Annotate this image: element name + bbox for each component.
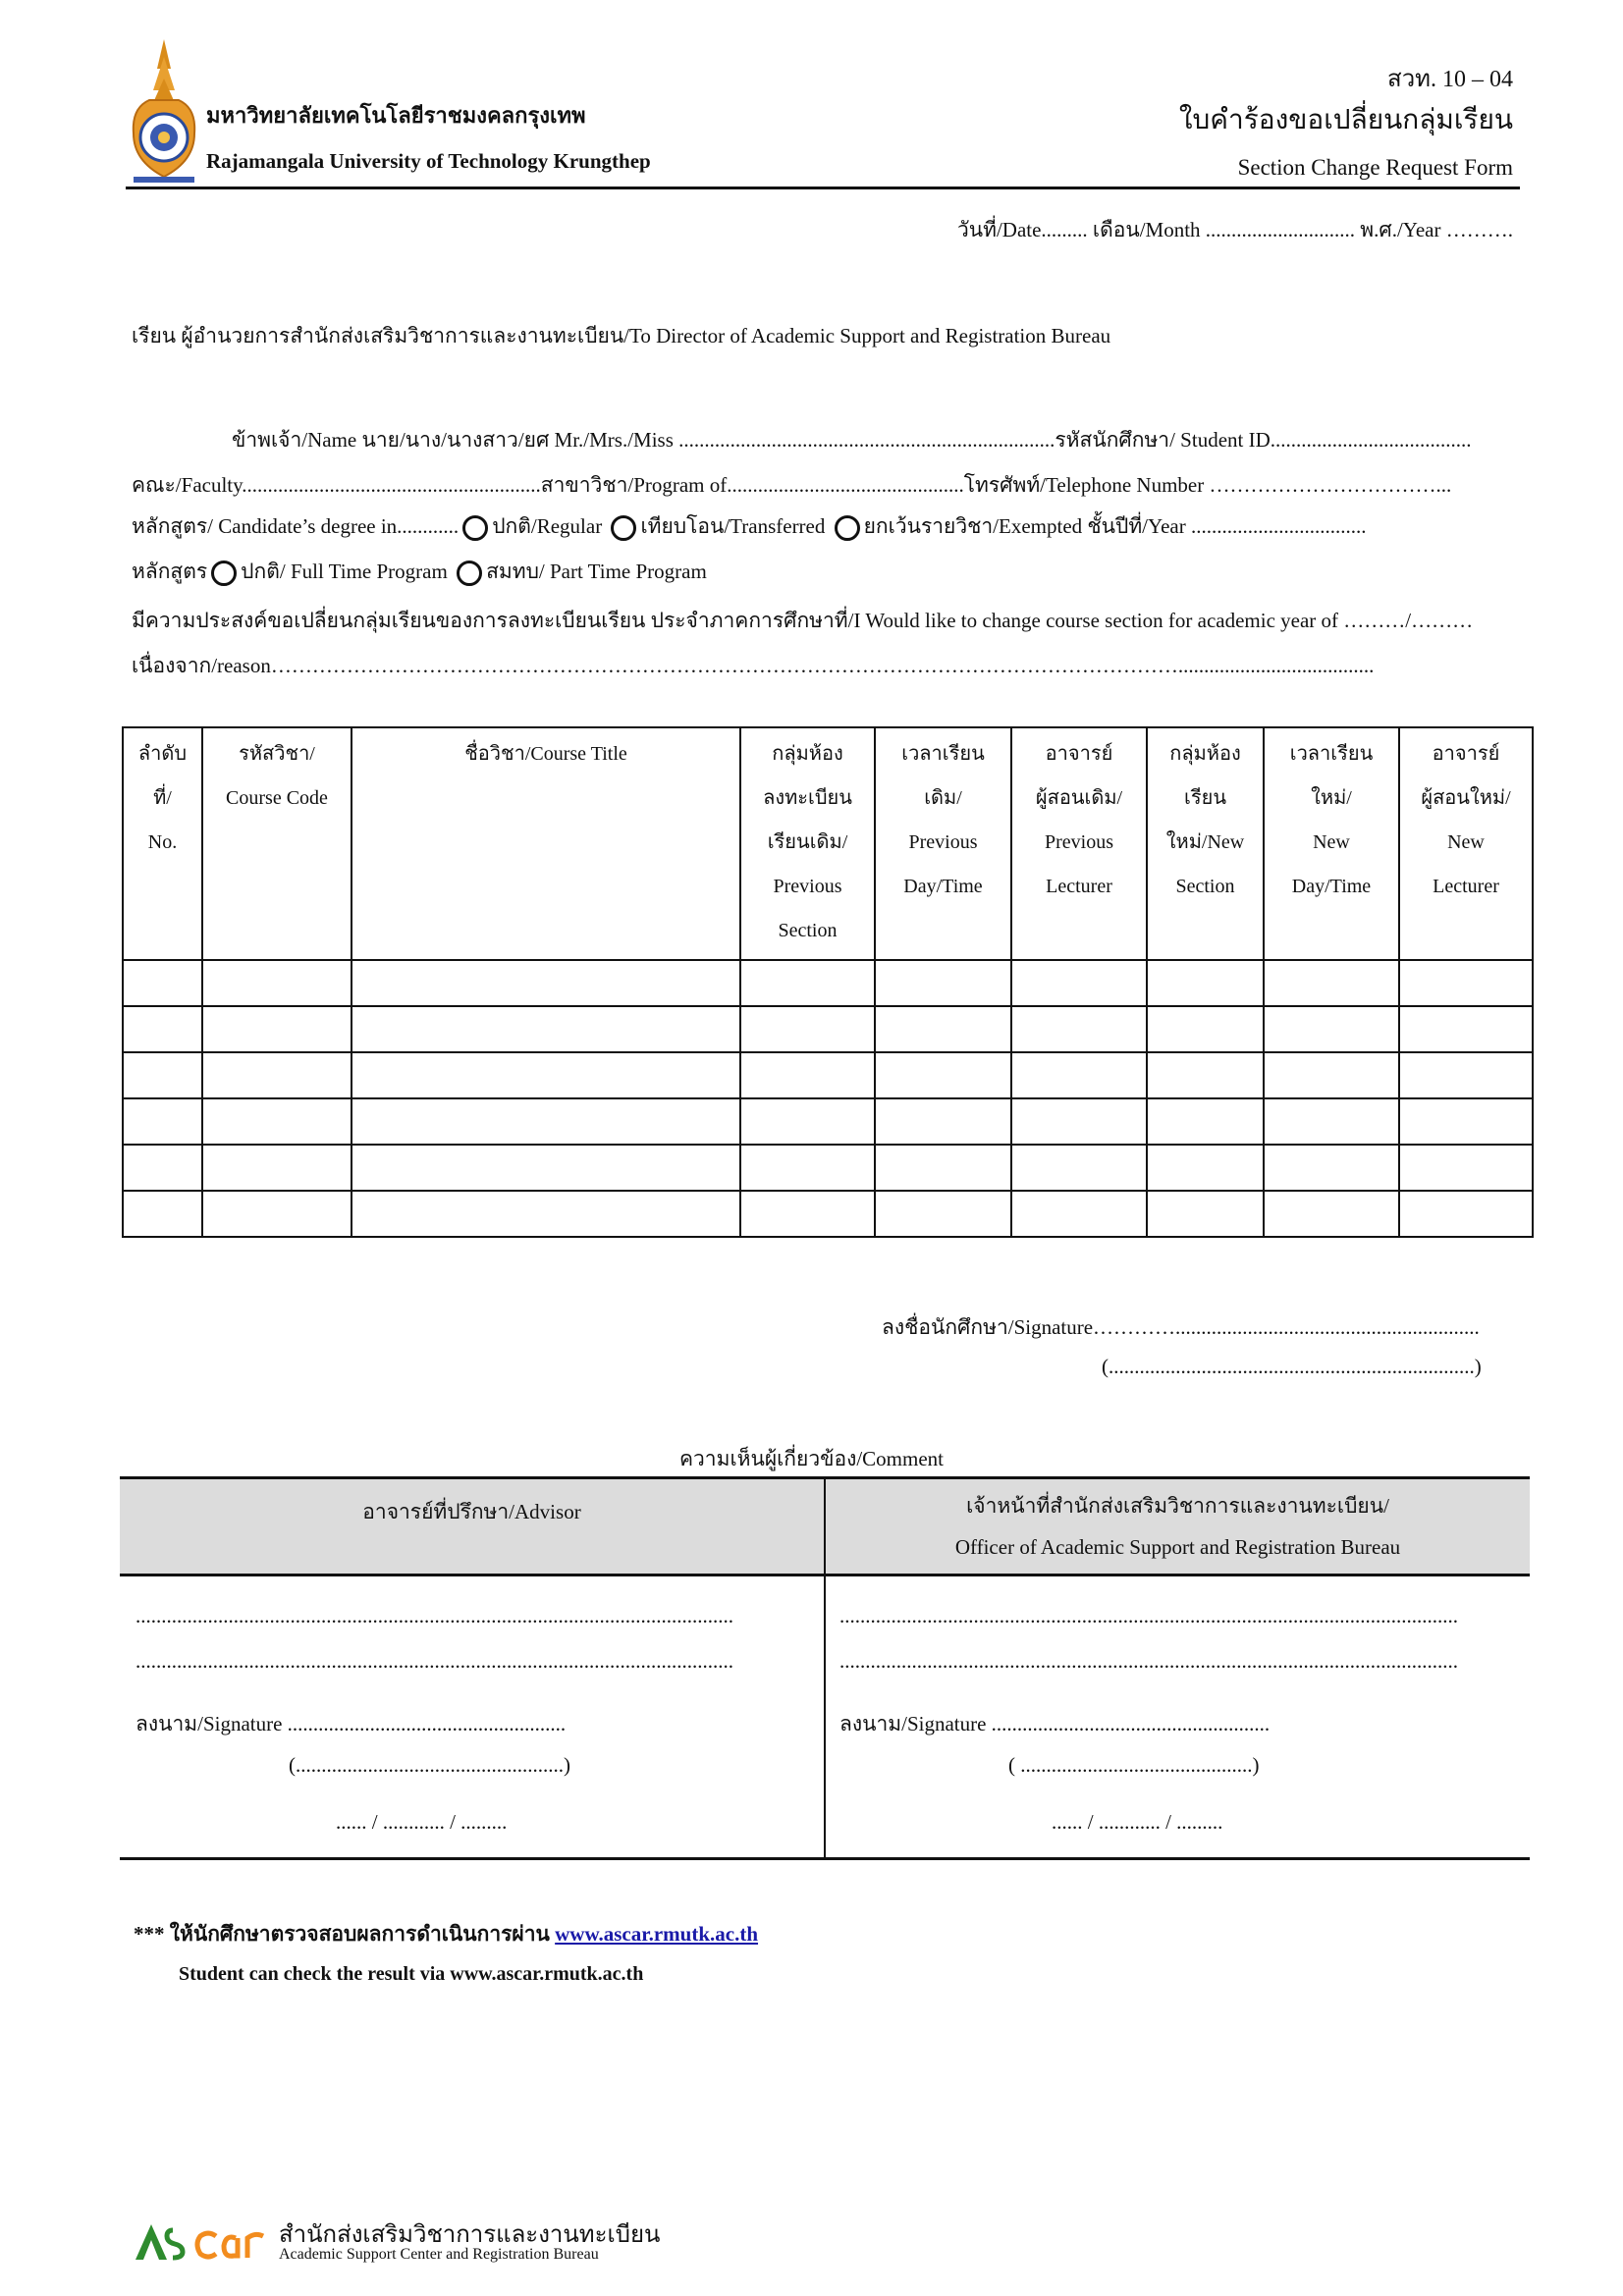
- name-field[interactable]: ข้าพเจ้า/Name นาย/นาง/นางสาว/ยศ Mr./Mrs./Miss .........................................................................รหัสนักศึกษา/ Student ID.......................................: [232, 428, 1472, 452]
- radio-exempted[interactable]: [835, 515, 860, 541]
- result-note-english: Student can check the result via www.ascar.rmutk.ac.th: [179, 1963, 644, 1985]
- table-cell[interactable]: [1011, 1191, 1147, 1237]
- column-header-line: Course Code: [226, 787, 328, 809]
- reason-field[interactable]: เนื่องจาก/reason……………………………………………………………………………………………………………………......................................: [132, 654, 1375, 677]
- column-header-line: กลุ่มห้อง: [772, 743, 843, 765]
- table-cell[interactable]: [875, 960, 1011, 1006]
- table-cell[interactable]: [1011, 960, 1147, 1006]
- column-header: [202, 727, 352, 960]
- radio-full-time[interactable]: [211, 561, 237, 586]
- table-row: [123, 1052, 1533, 1098]
- column-header-line: New: [1313, 831, 1350, 853]
- table-cell[interactable]: [123, 1006, 202, 1052]
- table-cell[interactable]: [740, 1191, 875, 1237]
- comment-title: ความเห็นผู้เกี่ยวข้อง/Comment: [678, 1447, 945, 1470]
- form-title-thai: ใบคำร้องขอเปลี่ยนกลุ่มเรียน: [1178, 105, 1513, 135]
- column-header-line: Lecturer: [1046, 876, 1112, 897]
- table-cell[interactable]: [875, 1098, 1011, 1145]
- degree-exempted-label[interactable]: ยกเว้นรายวิชา/Exempted ชั้นปีที่/Year ..................................: [863, 514, 1367, 538]
- column-header-line: ผู้สอนเดิม/: [1035, 787, 1123, 809]
- advisor-date-field[interactable]: ...... / ............ / .........: [336, 1810, 508, 1834]
- table-cell[interactable]: [740, 960, 875, 1006]
- column-header-line: No.: [147, 831, 178, 853]
- column-header-line: Section: [1175, 876, 1235, 897]
- table-cell[interactable]: [1399, 1098, 1533, 1145]
- date-field[interactable]: วันที่/Date......... เดือน/Month ............................. พ.ศ./Year ……….: [956, 218, 1513, 241]
- student-name-parenthesis[interactable]: (.......................................................................): [1102, 1355, 1482, 1378]
- table-cell[interactable]: [740, 1006, 875, 1052]
- advisor-comment-line-2[interactable]: ....................................................................................................................: [135, 1649, 733, 1673]
- ascar-logo: [134, 2216, 271, 2266]
- table-cell[interactable]: [1264, 960, 1399, 1006]
- footer-bureau-english: Academic Support Center and Registration Bureau: [279, 2246, 599, 2263]
- radio-part-time[interactable]: [457, 561, 482, 586]
- column-header-line: Previous: [773, 876, 842, 897]
- degree-row: [132, 510, 1366, 543]
- table-cell[interactable]: [352, 1098, 740, 1145]
- radio-transferred[interactable]: [611, 515, 636, 541]
- advisor-header: อาจารย์ที่ปรึกษา/Advisor: [362, 1500, 581, 1523]
- degree-label[interactable]: หลักสูตร/ Candidate’s degree in............: [132, 514, 460, 538]
- table-cell[interactable]: [202, 1191, 352, 1237]
- column-header-line: ใหม่/: [1311, 787, 1352, 809]
- column-header-line: Section: [778, 920, 838, 941]
- table-cell[interactable]: [352, 1052, 740, 1098]
- column-header-line: ที่/: [153, 787, 172, 809]
- table-cell[interactable]: [352, 1145, 740, 1191]
- column-header-line: อาจารย์: [1432, 743, 1500, 765]
- column-header-line: ผู้สอนใหม่/: [1421, 787, 1511, 809]
- table-row: [123, 960, 1533, 1006]
- form-code: สวท. 10 – 04: [1387, 67, 1513, 92]
- officer-comment-line-2[interactable]: ........................................................................................................................: [839, 1649, 1458, 1673]
- column-header-line: Lecturer: [1433, 876, 1499, 897]
- table-cell[interactable]: [202, 1098, 352, 1145]
- table-cell[interactable]: [123, 1145, 202, 1191]
- officer-comment-line-1[interactable]: ........................................................................................................................: [839, 1604, 1458, 1628]
- column-header-line: กลุ่มห้อง: [1169, 743, 1241, 765]
- officer-date-field[interactable]: ...... / ............ / .........: [1052, 1810, 1223, 1834]
- addressee-line: เรียน ผู้อำนวยการสำนักส่งเสริมวิชาการและงานทะเบียน/To Director of Academic Support and Registration Bureau: [132, 324, 1111, 347]
- officer-header-line-1: เจ้าหน้าที่สำนักส่งเสริมวิชาการและงานทะเบียน/: [966, 1494, 1389, 1518]
- advisor-column: [120, 1476, 824, 1859]
- table-cell[interactable]: [1399, 1006, 1533, 1052]
- request-line[interactable]: มีความประสงค์ขอเปลี่ยนกลุ่มเรียนของการลงทะเบียนเรียน ประจำภาคการศึกษาที่/I Would like to change course section for academic year of ………/………: [132, 609, 1474, 632]
- column-header: [1011, 727, 1147, 960]
- footer-bureau-thai: สำนักส่งเสริมวิชาการและงานทะเบียน: [279, 2222, 661, 2248]
- officer-column: [826, 1476, 1530, 1859]
- table-cell[interactable]: [1011, 1052, 1147, 1098]
- column-header-line: รหัสวิชา/: [239, 743, 315, 765]
- table-cell[interactable]: [1011, 1006, 1147, 1052]
- faculty-field[interactable]: คณะ/Faculty..........................................................สาขาวิชา/Program of..............................................โทรศัพท์/Telephone Number ……………………………...: [132, 473, 1452, 497]
- column-header: [123, 727, 202, 960]
- table-cell[interactable]: [740, 1145, 875, 1191]
- column-header-line: Previous: [1045, 831, 1113, 853]
- table-cell[interactable]: [1399, 1145, 1533, 1191]
- column-header-line: ลำดับ: [137, 743, 188, 765]
- column-header-line: เรียนเดิม/: [767, 831, 848, 853]
- table-cell[interactable]: [202, 1006, 352, 1052]
- table-cell[interactable]: [1147, 1145, 1264, 1191]
- officer-header-line-2: Officer of Academic Support and Registration Bureau: [954, 1535, 1401, 1559]
- comment-table: [120, 1476, 1530, 1859]
- column-header: [740, 727, 875, 960]
- table-cell[interactable]: [1011, 1145, 1147, 1191]
- header-divider: [126, 187, 1520, 189]
- radio-regular[interactable]: [462, 515, 488, 541]
- table-cell[interactable]: [1264, 1191, 1399, 1237]
- table-cell[interactable]: [123, 960, 202, 1006]
- result-note-thai: [134, 1918, 758, 1950]
- result-website-link[interactable]: www.ascar.rmutk.ac.th: [555, 1922, 759, 1946]
- table-body: [123, 960, 1533, 1237]
- column-header-line: ใหม่/New: [1165, 831, 1245, 853]
- table-cell[interactable]: [1147, 1006, 1264, 1052]
- column-header-line: ชื่อวิชา/Course Title: [464, 743, 627, 765]
- table-row: [123, 1098, 1533, 1145]
- column-header-line: Day/Time: [903, 876, 983, 897]
- column-header-line: Day/Time: [1291, 876, 1372, 897]
- table-cell[interactable]: [1264, 1052, 1399, 1098]
- column-header-line: เวลาเรียน: [901, 743, 985, 765]
- degree-transferred-label: เทียบโอน/Transferred: [640, 514, 826, 538]
- program-full-label: ปกติ/ Full Time Program: [241, 560, 448, 583]
- column-header: [1264, 727, 1399, 960]
- table-cell[interactable]: [875, 1145, 1011, 1191]
- advisor-signature-field[interactable]: ลงนาม/Signature ......................................................: [135, 1712, 567, 1735]
- table-cell[interactable]: [352, 960, 740, 1006]
- result-note-prefix: *** ให้นักศึกษาตรวจสอบผลการดำเนินการผ่าน: [134, 1922, 550, 1946]
- table-cell[interactable]: [875, 1191, 1011, 1237]
- column-header-line: New: [1447, 831, 1485, 853]
- program-row: [132, 556, 707, 588]
- table-cell[interactable]: [1264, 1145, 1399, 1191]
- table-cell[interactable]: [1399, 960, 1533, 1006]
- advisor-comment-line-1[interactable]: ....................................................................................................................: [135, 1604, 733, 1628]
- table-cell[interactable]: [1399, 1191, 1533, 1237]
- table-cell[interactable]: [352, 1006, 740, 1052]
- table-cell[interactable]: [352, 1191, 740, 1237]
- table-cell[interactable]: [1011, 1098, 1147, 1145]
- column-header-line: เดิม/: [924, 787, 962, 809]
- table-cell[interactable]: [1147, 960, 1264, 1006]
- table-row: [123, 1191, 1533, 1237]
- university-logo: [126, 39, 202, 185]
- table-cell[interactable]: [1264, 1006, 1399, 1052]
- student-signature-field[interactable]: ลงชื่อนักศึกษา/Signature…………...........................................................: [882, 1315, 1480, 1339]
- table-cell[interactable]: [202, 1145, 352, 1191]
- column-header: [1147, 727, 1264, 960]
- column-header-line: เวลาเรียน: [1289, 743, 1374, 765]
- table-row: [123, 1006, 1533, 1052]
- column-header-line: อาจารย์: [1045, 743, 1113, 765]
- column-header: [875, 727, 1011, 960]
- column-header: [352, 727, 740, 960]
- degree-regular-label: ปกติ/Regular: [492, 514, 603, 538]
- table-row: [123, 1145, 1533, 1191]
- officer-name-parenthesis[interactable]: ( .............................................): [1008, 1753, 1260, 1777]
- table-cell[interactable]: [875, 1006, 1011, 1052]
- table-cell[interactable]: [875, 1052, 1011, 1098]
- university-name-thai: มหาวิทยาลัยเทคโนโลยีราชมงคลกรุงเทพ: [206, 103, 586, 128]
- table-cell[interactable]: [1147, 1052, 1264, 1098]
- advisor-name-parenthesis[interactable]: (....................................................): [289, 1753, 570, 1777]
- table-cell[interactable]: [1147, 1191, 1264, 1237]
- table-cell[interactable]: [740, 1052, 875, 1098]
- table-cell[interactable]: [1147, 1098, 1264, 1145]
- column-header-line: Previous: [908, 831, 978, 853]
- table-cell[interactable]: [123, 1052, 202, 1098]
- university-name-english: Rajamangala University of Technology Krungthep: [206, 149, 651, 173]
- program-part-label: สมทบ/ Part Time Program: [486, 560, 707, 583]
- column-header-line: เรียน: [1184, 787, 1226, 809]
- table-cell[interactable]: [1399, 1052, 1533, 1098]
- column-header: [1399, 727, 1533, 960]
- table-cell[interactable]: [1264, 1098, 1399, 1145]
- table-cell[interactable]: [123, 1098, 202, 1145]
- table-cell[interactable]: [202, 1052, 352, 1098]
- ascar-logo-text: ASCar: [134, 2216, 136, 2217]
- table-cell[interactable]: [123, 1191, 202, 1237]
- course-table: [122, 726, 1534, 1238]
- table-cell[interactable]: [740, 1098, 875, 1145]
- form-title-english: Section Change Request Form: [1237, 155, 1513, 180]
- column-header-line: ลงทะเบียน: [763, 787, 852, 809]
- program-label: หลักสูตร: [132, 560, 208, 583]
- table-cell[interactable]: [202, 960, 352, 1006]
- table-header-row: [123, 727, 1533, 960]
- officer-signature-field[interactable]: ลงนาม/Signature ......................................................: [839, 1712, 1271, 1735]
